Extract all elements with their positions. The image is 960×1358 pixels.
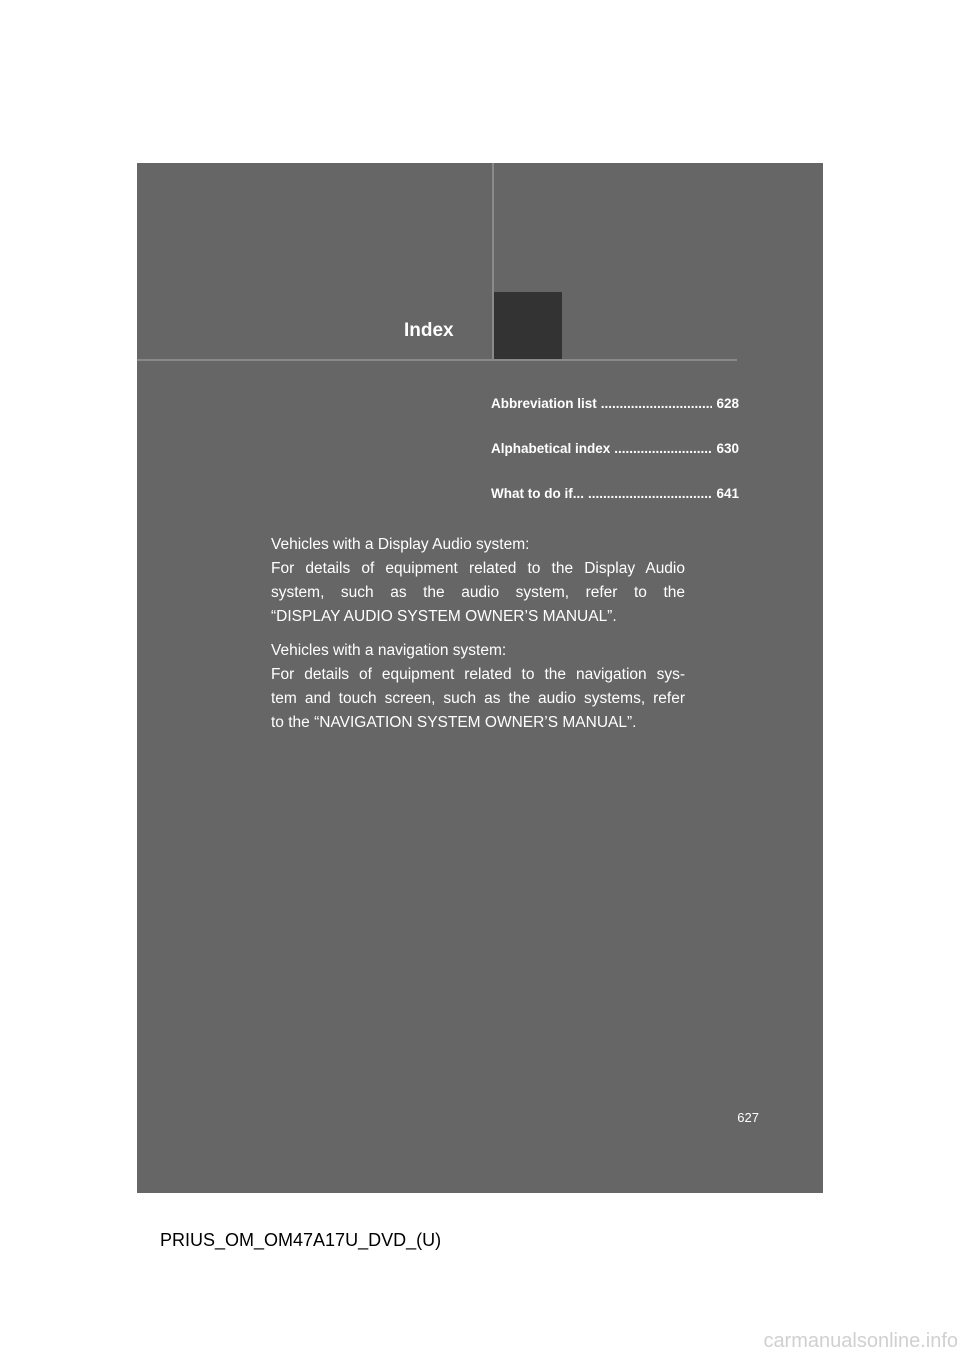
- toc-item[interactable]: [491, 486, 739, 531]
- note-line: tem and touch screen, such as the audio systems, refer: [271, 690, 685, 707]
- page-number: 627: [737, 1110, 759, 1125]
- section-tab-marker: [494, 292, 562, 359]
- toc-item[interactable]: [491, 441, 739, 486]
- toc-item-page: 630: [716, 441, 739, 456]
- note-line: to the “NAVIGATION SYSTEM OWNER’S MANUAL”.: [271, 714, 637, 731]
- toc-item[interactable]: [491, 396, 739, 441]
- document-code: PRIUS_OM_OM47A17U_DVD_(U): [160, 1230, 442, 1250]
- toc-item-label: Abbreviation list: [491, 396, 597, 411]
- note-line: “DISPLAY AUDIO SYSTEM OWNER’S MANUAL”.: [271, 608, 617, 625]
- toc-item-label: Alphabetical index: [491, 441, 611, 456]
- notes-block: [271, 533, 685, 745]
- note-line: For details of equipment related to the navigation sys-: [271, 666, 685, 683]
- note-navigation: [271, 639, 685, 735]
- toc-leader-dots: [588, 486, 712, 501]
- watermark: carmanualsonline.info: [763, 1330, 958, 1352]
- note-line: For details of equipment related to the Display Audio: [271, 560, 685, 577]
- table-of-contents: [491, 396, 739, 531]
- note-line: system, such as the audio system, refer to the: [271, 584, 685, 601]
- note-display-audio: [271, 533, 685, 629]
- note-heading: Vehicles with a navigation system:: [271, 642, 507, 659]
- toc-item-page: 628: [716, 396, 739, 411]
- toc-leader-dots: [614, 441, 712, 456]
- toc-leader-dots: [601, 396, 713, 411]
- page-panel: [137, 163, 823, 1193]
- toc-item-page: 641: [716, 486, 739, 501]
- note-heading: Vehicles with a Display Audio system:: [271, 536, 530, 553]
- toc-item-label: What to do if...: [491, 486, 584, 501]
- horizontal-divider: [137, 359, 737, 361]
- section-title: Index: [404, 320, 454, 341]
